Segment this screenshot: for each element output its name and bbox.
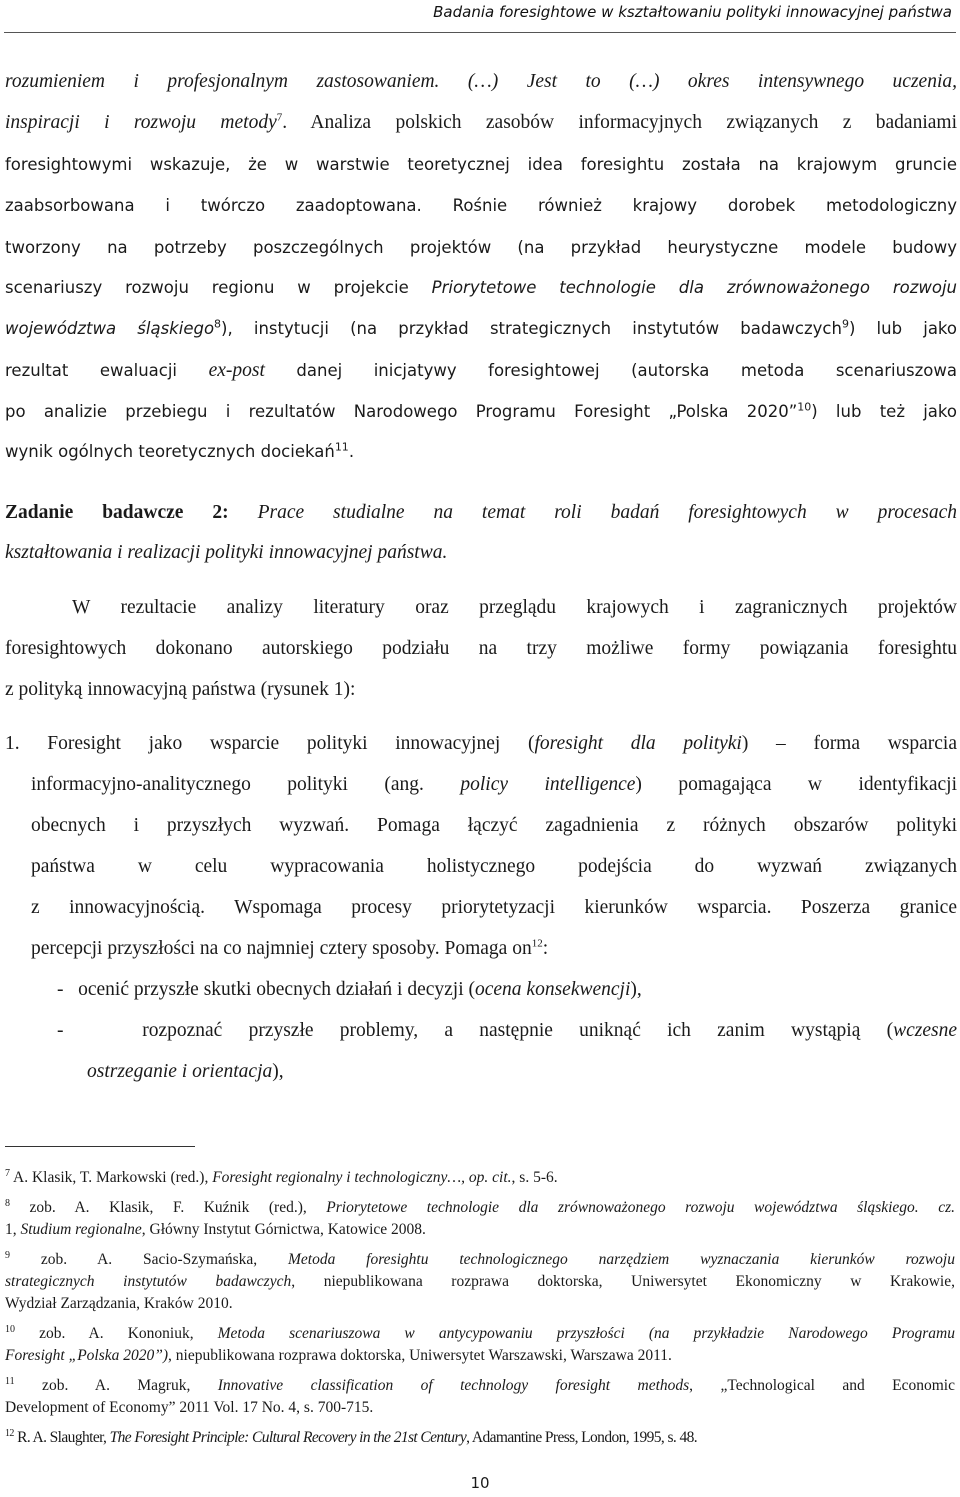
list-text: ),	[272, 1061, 284, 1082]
list-item-1-line-2	[31, 773, 957, 799]
footnote-title: Studium regionalne	[20, 1221, 142, 1238]
list-item-1-line-1	[5, 732, 957, 758]
footnote-ref-7: 7	[276, 111, 283, 124]
para1-text: . Analiza polskich zasobów informacyjnych związanych z badaniami	[282, 112, 957, 133]
project-title: Priorytetowe technologie dla zrównoważonego rozwoju	[431, 278, 957, 297]
footnote-text: zob. A. Magruk,	[14, 1377, 218, 1394]
footnote-rule	[5, 1146, 195, 1147]
para1-text: ) lub też jako	[811, 402, 957, 421]
para1-line-3: foresightowymi wskazuje, że w warstwie teoretycznej idea foresightu została na krajowym gruncie	[5, 155, 957, 174]
running-header: Badania foresightowe w kształtowaniu polityki innowacyjnej państwa	[433, 3, 952, 21]
footnote-text: , s. 5-6.	[511, 1169, 558, 1186]
para1-text: wynik ogólnych teoretycznych dociekań	[5, 442, 335, 461]
para1-text: zaabsorbowana i twórczo zaadoptowana.	[5, 196, 422, 215]
list-text: 1. Foresight jako wsparcie polityki innowacyjnej (	[5, 733, 535, 754]
footnote-title: Metoda foresightu technologicznego narzędziem wyznaczania kierunków rozwoju	[287, 1251, 955, 1268]
para1-line-4	[5, 194, 957, 220]
footnote-title: Foresight „Polska 2020”)	[5, 1347, 169, 1364]
para1-line-2	[5, 111, 957, 137]
para1-text: po analizie przebiegu i rezultatów Narodowego Programu Foresight „Polska 2020”	[5, 402, 798, 421]
footnote-ref-11: 11	[334, 440, 349, 454]
footnote-number: 12	[5, 1427, 14, 1439]
para1-line-10	[5, 440, 957, 466]
footnote-10-line-2	[5, 1345, 955, 1367]
bullet-2-line-2	[87, 1060, 957, 1086]
list-italic-run: ostrzeganie i orientacja	[87, 1061, 273, 1082]
footnote-number: 8	[5, 1197, 10, 1209]
list-text: - ocenić przyszłe skutki obecnych działań i decyzji (	[57, 979, 475, 1000]
header-rule	[4, 32, 956, 33]
footnote-11-line-2: Development of Economy” 2011 Vol. 17 No. 4, s. 700-715.	[5, 1399, 374, 1416]
para1-line-5: tworzony na potrzeby poszczególnych projektów (na przykład heurystyczne modele budowy	[5, 238, 957, 257]
list-text: :	[542, 938, 549, 959]
footnote-9-line-2	[5, 1271, 955, 1293]
para1-line-8	[5, 359, 957, 385]
list-text: - rozpoznać przyszłe problemy, a następnie uniknąć ich zanim wystąpią (	[57, 1020, 894, 1041]
list-item-1-line-5: z innowacyjnością. Wspomaga procesy priorytetyzacji kierunków wsparcia. Poszerza granice	[31, 897, 957, 918]
footnote-8	[5, 1197, 955, 1219]
para1-text: .	[348, 442, 355, 461]
para1-text: Rośnie również krajowy dorobek metodologiczny	[421, 196, 957, 215]
para1-text: danej inicjatywy foresightowej (autorska metoda scenariuszowa	[264, 361, 958, 380]
footnote-9	[5, 1249, 955, 1271]
footnote-text: 1,	[5, 1221, 21, 1238]
task-title: Prace studialne na temat roli badań foresightowych w procesach	[257, 502, 957, 523]
bullet-2	[57, 1019, 957, 1045]
footnote-text: zob. A. Kononiuk,	[15, 1325, 218, 1342]
para1-line-1: rozumieniem i profesjonalnym zastosowaniem. (…) Jest to (…) okres intensywnego uczenia,	[5, 71, 957, 92]
task-label: Zadanie badawcze 2:	[5, 502, 229, 523]
footnote-title: Innovative classification of technology foresight methods	[217, 1377, 690, 1394]
footnote-text: R. A. Slaughter,	[13, 1429, 110, 1446]
list-italic-run: wczesne	[893, 1020, 957, 1041]
bullet-1	[57, 978, 957, 1004]
footnote-text: zob. A. Klasik, F. Kuźnik (red.),	[10, 1199, 327, 1216]
footnote-text: A. Klasik, T. Markowski (red.),	[10, 1169, 213, 1186]
para1-text: scenariuszy rozwoju regionu w projekcie	[5, 278, 432, 297]
footnote-title: strategicznych instytutów badawczych	[5, 1273, 292, 1290]
footnote-text: , „Technological and Economic	[689, 1377, 955, 1394]
footnote-text: , Główny Instytut Górnictwa, Katowice 2008.	[141, 1221, 426, 1238]
para1-italic-run: ex-post	[208, 360, 265, 381]
task-line-2: kształtowania i realizacji polityki innowacyjnej państwa.	[5, 542, 448, 563]
footnote-8-line-2	[5, 1219, 955, 1241]
list-item-1-line-4: państwa w celu wypracowania holistycznego podejścia do wyzwań związanych	[31, 856, 957, 877]
para2-line-3: z polityką innowacyjną państwa (rysunek 1):	[5, 679, 356, 700]
footnote-title: Priorytetowe technologie dla zrównoważonego rozwoju województwa śląskiego. cz.	[326, 1199, 955, 1216]
task-line-1	[5, 501, 957, 527]
footnote-number: 11	[5, 1375, 15, 1387]
footnote-11	[5, 1375, 955, 1397]
footnote-10	[5, 1323, 955, 1345]
list-text: informacyjno-analitycznego polityki (ang.	[31, 774, 461, 795]
list-italic-run: ocena konsekwencji	[475, 979, 631, 1000]
footnote-text: zob. A. Sacio-Szymańska,	[10, 1251, 288, 1268]
footnote-ref-8: 8	[214, 317, 222, 331]
para2-line-2: foresightowych dokonano autorskiego podziału na trzy możliwe formy powiązania foresightu	[5, 638, 957, 659]
para1-line-6	[5, 276, 957, 302]
list-text: percepcji przyszłości na co najmniej cztery sposoby. Pomaga on	[31, 938, 532, 959]
footnote-number: 10	[5, 1323, 15, 1335]
footnote-9-line-3: Wydział Zarządzania, Kraków 2010.	[5, 1295, 233, 1312]
para1-text: ), instytucji (na przykład strategicznych instytutów badawczych	[221, 319, 842, 338]
page-number: 10	[470, 1474, 490, 1492]
list-text: ) – forma wsparcia	[741, 733, 957, 754]
footnote-12	[5, 1427, 955, 1449]
footnote-text: , Adamantine Press, London, 1995, s. 48.	[466, 1429, 698, 1446]
footnote-7	[5, 1167, 955, 1189]
footnote-title: Metoda scenariuszowa w antycypowaniu przyszłości (na przykładzie Narodowego Programu	[217, 1325, 955, 1342]
para1-italic-run: inspiracji i rozwoju metody	[5, 112, 277, 133]
footnote-title: The Foresight Principle: Cultural Recovery in the 21st Century	[109, 1429, 467, 1446]
para1-line-7	[5, 317, 957, 343]
list-italic-run: policy intelligence	[460, 774, 636, 795]
footnote-ref-12: 12	[531, 937, 543, 950]
list-item-1-line-6	[31, 937, 957, 963]
list-text: ) pomagająca w identyfikacji	[635, 774, 957, 795]
para1-text: ) lub jako	[848, 319, 957, 338]
list-italic-run: foresight dla polityki	[534, 733, 742, 754]
footnote-number: 7	[5, 1167, 10, 1179]
list-text: ),	[630, 979, 642, 1000]
footnote-number: 9	[5, 1249, 10, 1261]
footnote-text: , niepublikowana rozprawa doktorska, Uniwersytet Warszawski, Warszawa 2011.	[168, 1347, 672, 1364]
para1-line-9	[5, 400, 957, 426]
project-title: województwa śląskiego	[5, 319, 215, 338]
list-item-1-line-3: obecnych i przyszłych wyzwań. Pomaga łączyć zagadnienia z różnych obszarów polityki	[31, 815, 957, 836]
footnote-text: , niepublikowana rozprawa doktorska, Uniwersytet Ekonomiczny w Krakowie,	[291, 1273, 955, 1290]
footnote-ref-10: 10	[797, 400, 812, 414]
para2-line-1: W rezultacie analizy literatury oraz przeglądu krajowych i zagranicznych projektów	[72, 597, 957, 618]
footnote-title: Foresight regionalny i technologiczny…, op. cit.	[212, 1169, 512, 1186]
footnote-ref-9: 9	[841, 317, 849, 331]
para1-text: rezultat ewaluacji	[5, 361, 209, 380]
